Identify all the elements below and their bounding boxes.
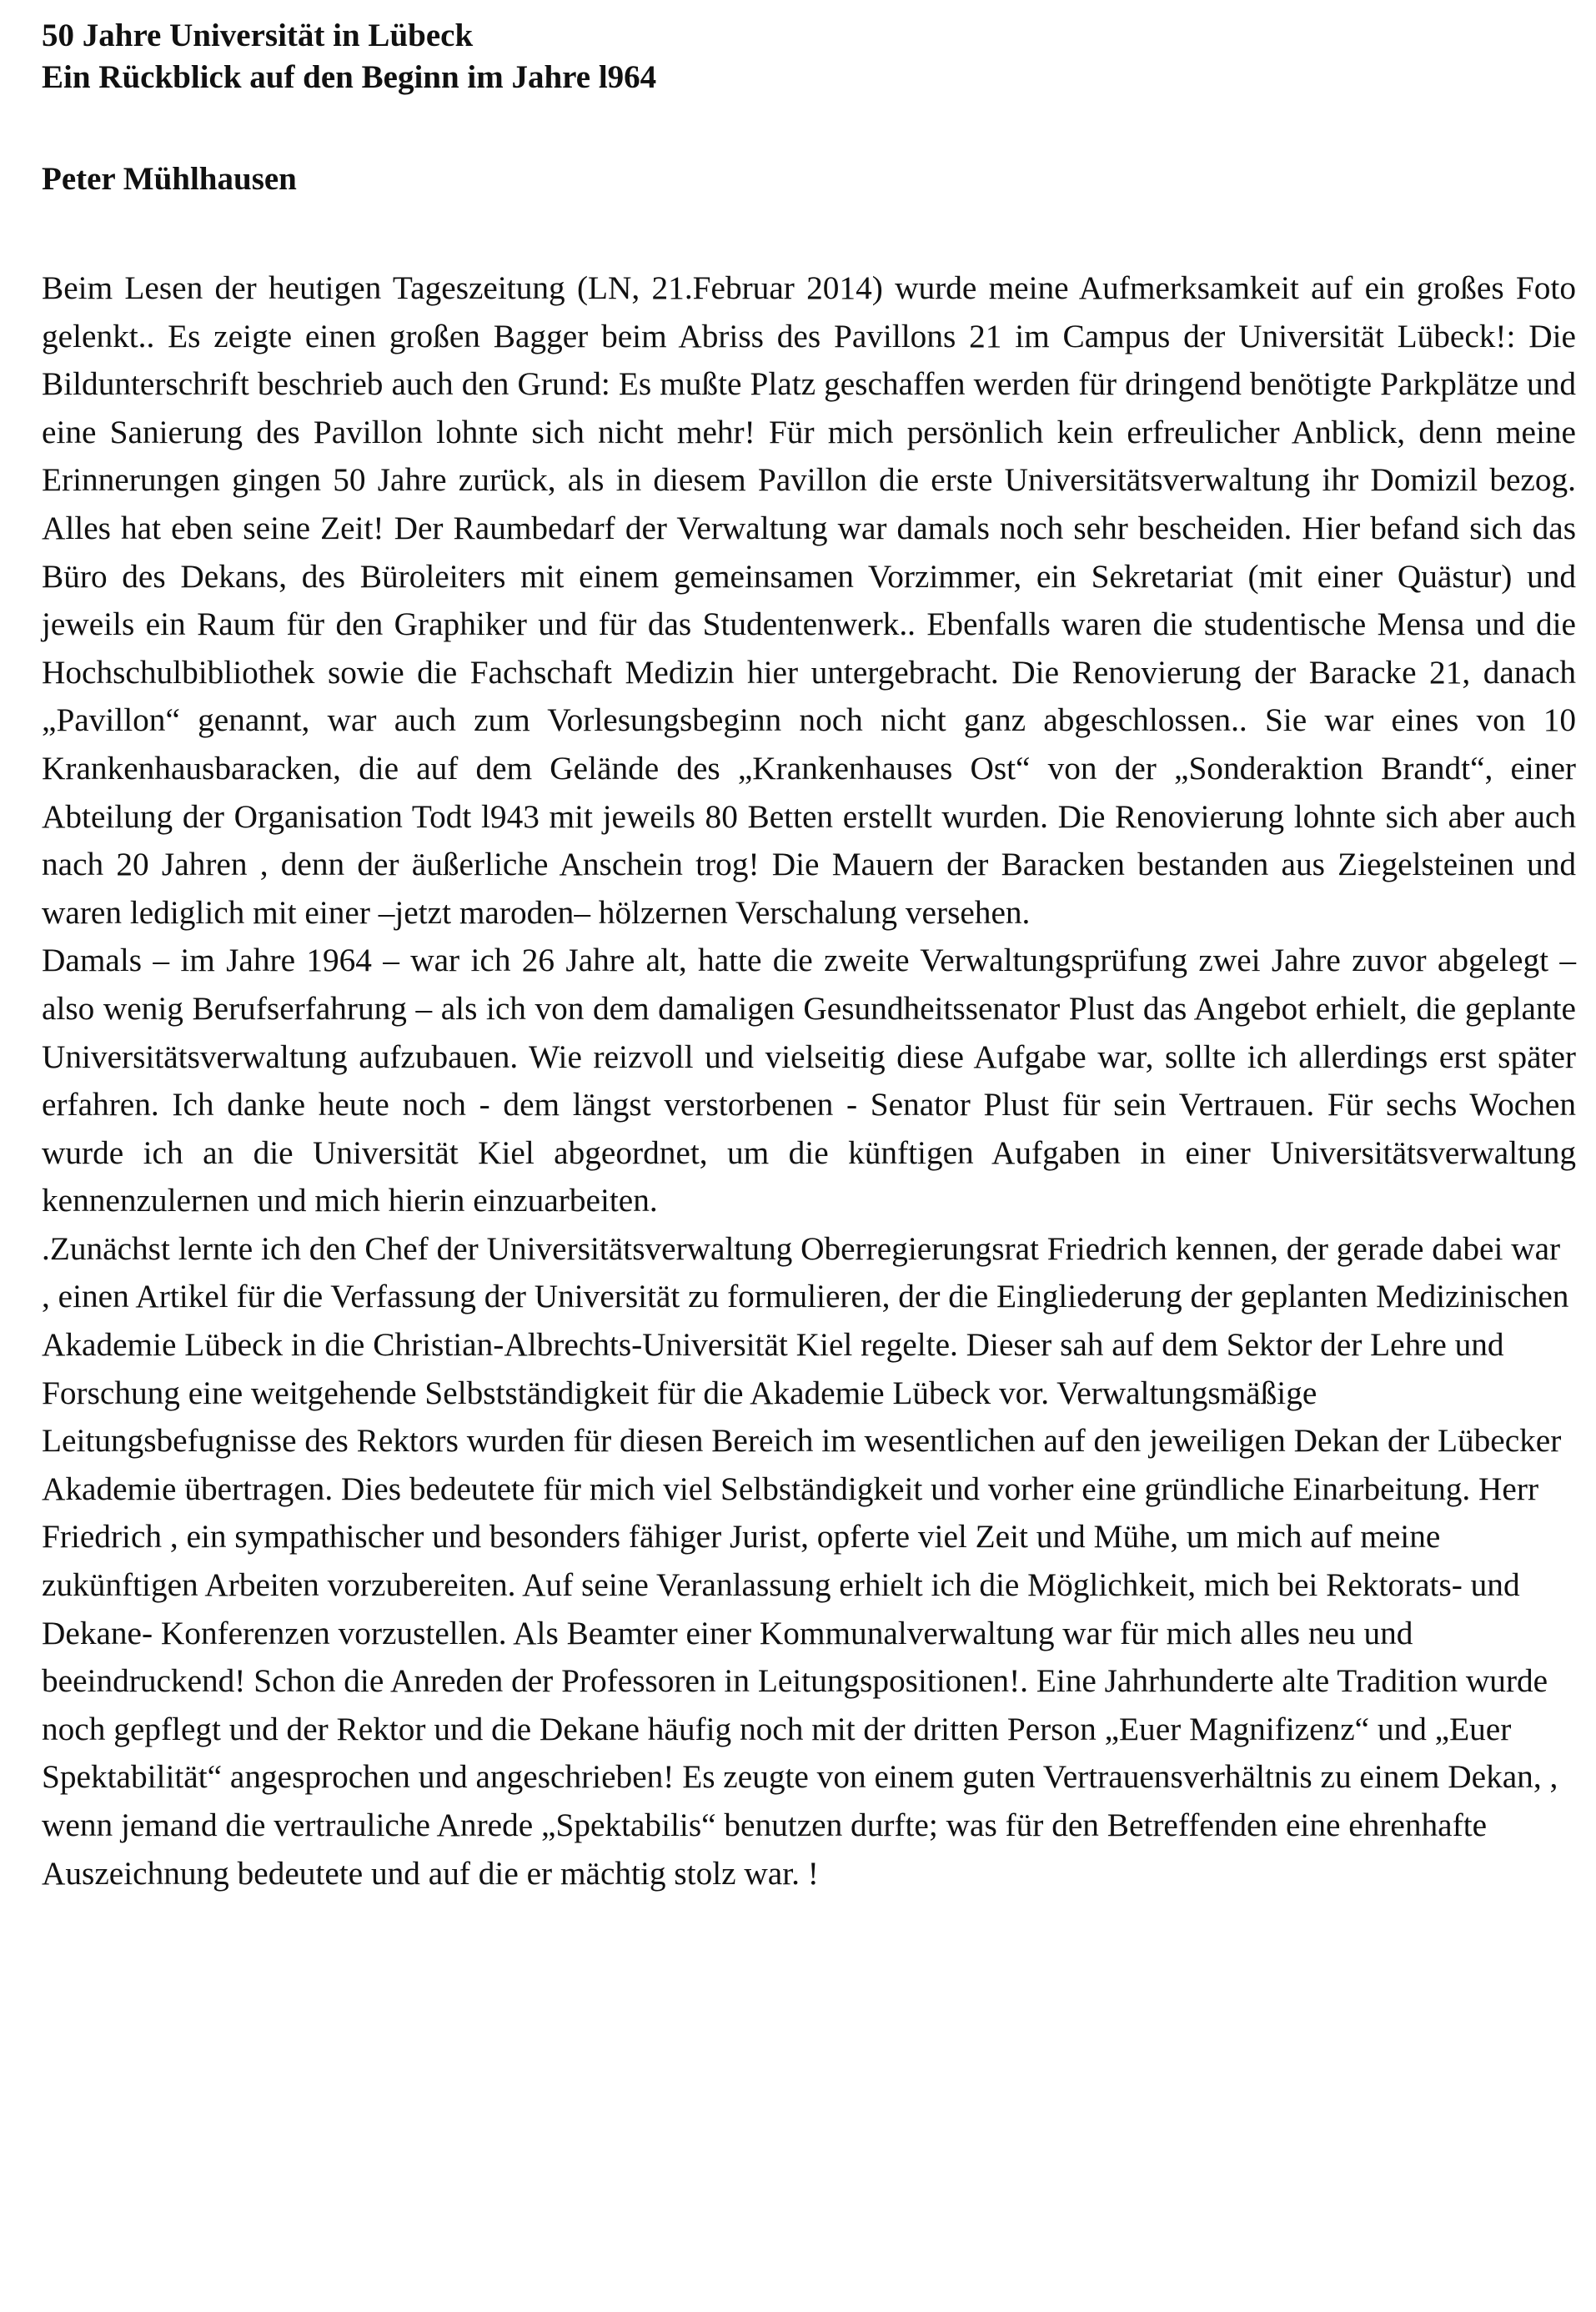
paragraph-3: .Zunächst lernte ich den Chef der Universitätsverwaltung Oberregierungsrat Friedrich kennen, der gerade dabei war , einen Artikel für die Verfassung der Universität zu formulieren, der die Eingliederung der geplanten Medizinischen Akademie Lübeck in die Christian-Albrechts-Universität Kiel regelte. Dieser sah auf dem Sektor der Lehre und Forschung eine weitgehende Selbstständigkeit für die Akademie Lübeck vor. Verwaltungsmäßige Leitungsbefugnisse des Rektors wurden für diesen Bereich im wesentlichen auf den jeweiligen Dekan der Lübecker Akademie übertragen. Dies bedeutete für mich viel Selbständigkeit und vorher eine gründliche Einarbeitung. Herr Friedrich , ein sympathischer und besonders fähiger Jurist, opferte viel Zeit und Mühe, um mich auf meine zukünftigen Arbeiten vorzubereiten. Auf seine Veranlassung erhielt ich die Möglichkeit, mich bei Rektorats- und Dekane- Konferenzen vorzustellen. Als Beamter einer Kommunalverwaltung war für mich alles neu und beeindruckend! Schon die Anreden der Professoren in Leitungspositionen!. Eine Jahrhunderte alte Tradition wurde noch gepflegt und der Rektor und die Dekane häufig noch mit der dritten Person „Euer Magnifizenz“ und „Euer Spektabilität“ angesprochen und angeschrieben! Es zeugte von einem guten Vertrauensverhältnis zu einem Dekan, , wenn jemand die vertrauliche Anrede „Spektabilis“ benutzen durfte; was für den Betreffenden eine ehrenhafte Auszeichnung bedeutete und auf die er mächtig stolz war. ! [42,1229,1569,1892]
article-body [42,264,1576,1897]
paragraph-2: Damals – im Jahre 1964 – war ich 26 Jahre alt, hatte die zweite Verwaltungsprüfung zwei Jahre zuvor abgelegt – also wenig Berufserfahrung – als ich von dem damaligen Gesundheitssenator Plust das Angebot erhielt, die geplante Universitätsverwaltung aufzubauen. Wie reizvoll und vielseitig diese Aufgabe war, sollte ich allerdings erst später erfahren. Ich danke heute noch - dem längst verstorbenen - Senator Plust für sein Vertrauen. Für sechs Wochen wurde ich an die Universität Kiel abgeordnet, um die künftigen Aufgaben in einer Universitätsverwaltung kennenzulernen und mich hierin einzuarbeiten. [42,942,1576,1219]
paragraph-1: Beim Lesen der heutigen Tageszeitung (LN, 21.Februar 2014) wurde meine Aufmerksamkeit auf ein großes Foto gelenkt.. Es zeigte einen großen Bagger beim Abriss des Pavillons 21 im Campus der Universität Lübeck!: Die Bildunterschrift beschrieb auch den Grund: Es mußte Platz geschaffen werden für dringend benötigte Parkplätze und eine Sanierung des Pavillon lohnte sich nicht mehr! Für mich persönlich kein erfreulicher Anblick, denn meine Erinnerungen gingen 50 Jahre zurück, als in diesem Pavillon die erste Universitätsverwaltung ihr Domizil bezog. Alles hat eben seine Zeit! Der Raumbedarf der Verwaltung war damals noch sehr bescheiden. Hier befand sich das Büro des Dekans, des Büroleiters mit einem gemeinsamen Vorzimmer, ein Sekretariat (mit einer Quästur) und jeweils ein Raum für den Graphiker und für das Studentenwerk.. Ebenfalls waren die studentische Mensa und die Hochschulbibliothek sowie die Fachschaft Medizin hier untergebracht. Die Renovierung der Baracke 21, danach „Pavillon“ genannt, war auch zum Vorlesungsbeginn noch nicht ganz abgeschlossen.. Sie war eines von 10 Krankenhausbaracken, die auf dem Gelände des „Krankenhauses Ost“ von der „Sonderaktion Brandt“, einer Abteilung der Organisation Todt l943 mit jeweils 80 Betten erstellt wurden. Die Renovierung lohnte sich aber auch nach 20 Jahren , denn der äußerliche Anschein trog! Die Mauern der Baracken bestanden aus Ziegelsteinen und waren lediglich mit einer –jetzt maroden– hölzernen Verschalung versehen. [42,269,1576,931]
document-page [42,15,1576,1897]
document-title-line-2: Ein Rückblick auf den Beginn im Jahre l964 [42,59,657,95]
author-name: Peter Mühlhausen [42,161,297,197]
document-title-line-1: 50 Jahre Universität in Lübeck [42,18,474,53]
